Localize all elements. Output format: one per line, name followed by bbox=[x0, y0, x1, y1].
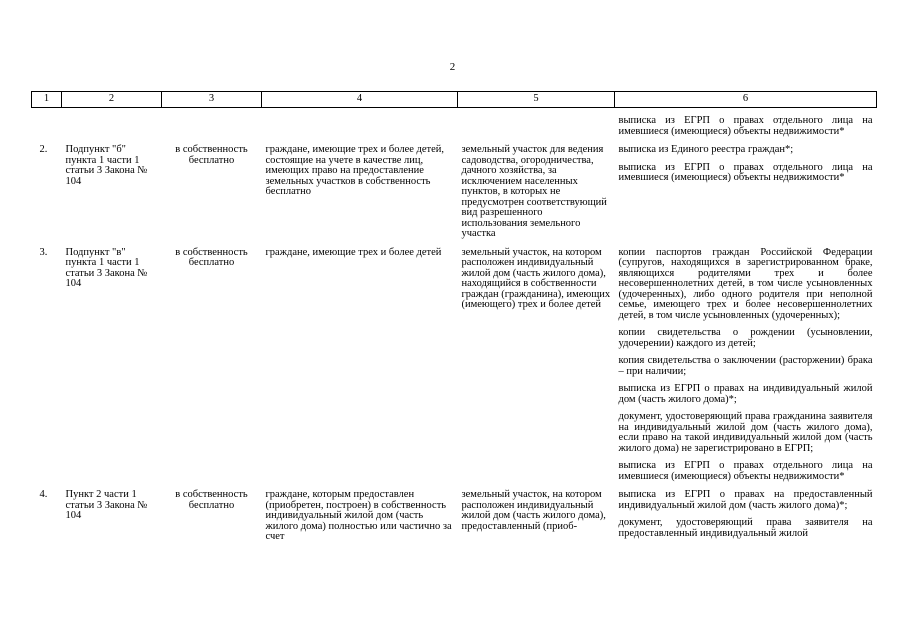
table-row-continuation bbox=[32, 116, 877, 137]
document-item: копия свидетельства о заключении (расторжении) брака – при наличии; bbox=[618, 355, 873, 377]
ownership-type: в собственность бесплатно bbox=[175, 489, 248, 511]
header-cell: 4 bbox=[262, 92, 458, 108]
header-cell: 6 bbox=[615, 92, 877, 108]
header-cell: 2 bbox=[62, 92, 162, 108]
land-plot: земельный участок, на котором расположен индивидуальный жилой дом (часть жилого дома), находящийся в собственности граждан (гражданина), имеющих (имеющего) трех и более детей bbox=[461, 246, 611, 310]
document-item: выписка из Единого реестра граждан*; bbox=[618, 144, 794, 155]
law-article: Подпункт "в" пункта 1 части 1 статьи 3 Закона № 104 bbox=[65, 246, 148, 289]
document-item: копии паспортов граждан Российской Федерации (супругов, находящихся в зарегистрированном браке, являющихся родителями трех и более несовершеннолетних детей, в том числе усыновленных (удочеренных), либо одного родителя при неполной семье, имеющего трех и более несовершеннолетних детей, в том числе усыновленных (удочеренных); bbox=[618, 246, 873, 321]
document-table bbox=[31, 91, 877, 543]
header-cell: 5 bbox=[458, 92, 615, 108]
header-row bbox=[32, 92, 877, 108]
page-number: 2 bbox=[449, 61, 456, 73]
law-article: Пункт 2 части 1 статьи 3 Закона № 104 bbox=[65, 489, 148, 521]
row-number: 3. bbox=[39, 246, 48, 258]
documents-cell bbox=[615, 116, 877, 137]
document-item: документ, удостоверяющий права заявителя на предоставленный индивидуальный жилой bbox=[618, 517, 873, 539]
citizen-category: граждане, имеющие трех и более детей bbox=[265, 246, 442, 258]
documents-cell bbox=[615, 145, 877, 240]
document-item: выписка из ЕГРП о правах отдельного лица на имевшиеся (имеющиеся) объекты недвижимости* bbox=[618, 161, 873, 183]
land-plot: земельный участок, на котором расположен индивидуальный жилой дом (часть жилого дома), предоставленный (приоб- bbox=[461, 489, 606, 532]
citizen-category: граждане, которым предоставлен (приобретен, построен) в собственность индивидуальный жилой дом (часть жилого дома) полностью или частично за счет bbox=[265, 489, 452, 542]
table-row bbox=[32, 145, 877, 240]
row-number: 4. bbox=[39, 489, 48, 500]
land-plot: земельный участок для ведения садоводства, огородничества, дачного хозяйства, за исключением населенных пунктов, в которых не предусмотрен соответствующий вид разрешенного использования земельного участка bbox=[461, 144, 607, 239]
row-number: 2. bbox=[39, 144, 48, 155]
ownership-type: в собственность бесплатно bbox=[175, 144, 248, 166]
documents-cell bbox=[615, 248, 877, 483]
document-item: выписка из ЕГРП о правах на предоставленный индивидуальный жилой дом (часть жилого дома)*; bbox=[618, 489, 873, 511]
document-item: выписка из ЕГРП о правах отдельного лица на имевшиеся (имеющиеся) объекты недвижимости* bbox=[618, 115, 873, 137]
header-cell: 3 bbox=[162, 92, 262, 108]
law-article: Подпункт "б" пункта 1 части 1 статьи 3 Закона № 104 bbox=[65, 144, 148, 187]
documents-cell bbox=[615, 490, 877, 543]
ownership-type: в собственность бесплатно bbox=[175, 246, 248, 268]
document-item: документ, удостоверяющий права гражданина заявителя на индивидуальный жилой дом (часть жилого дома), если право на такой индивидуальный жилой дом (часть жилого дома) не зарегистрировано в ЕГРП; bbox=[618, 411, 873, 454]
document-item: выписка из ЕГРП о правах на индивидуальный жилой дом (часть жилого дома)*; bbox=[618, 383, 873, 405]
document-item: выписка из ЕГРП о правах отдельного лица на имевшиеся (имеющиеся) объекты недвижимости* bbox=[618, 460, 873, 482]
document-item: копии свидетельства о рождении (усыновлении, удочерении) каждого из детей; bbox=[618, 327, 873, 349]
table-row bbox=[32, 490, 877, 543]
table-row bbox=[32, 248, 877, 483]
header-cell: 1 bbox=[32, 92, 62, 108]
citizen-category: граждане, имеющие трех и более детей, состоящие на учете в качестве лиц, имеющих право на предоставление земельных участков в собственность бесплатно bbox=[265, 144, 445, 197]
